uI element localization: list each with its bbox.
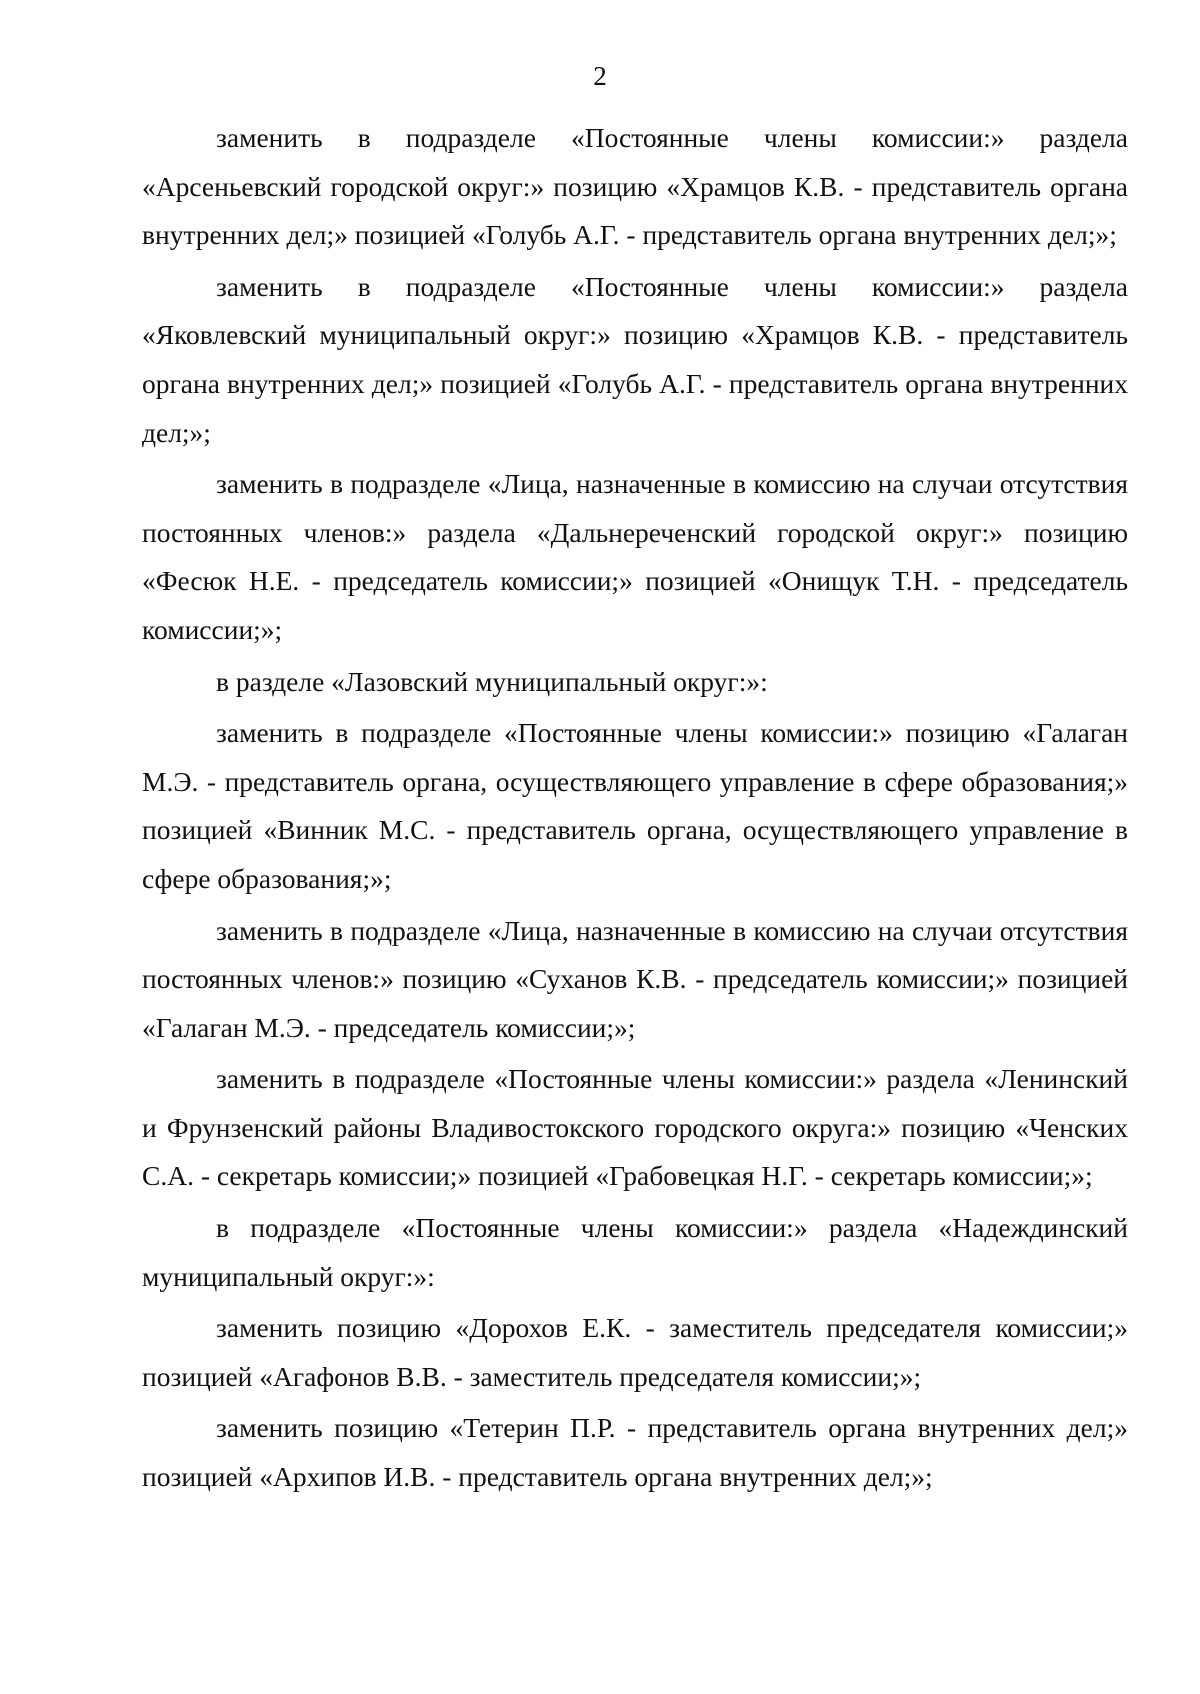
paragraph-nadezhdinsky-section: в подразделе «Постоянные члены комиссии:» раздела «Надеждинский муниципальный округ:»:	[142, 1212, 1128, 1292]
paragraph-lazovsky-section: в разделе «Лазовский муниципальный округ:»:	[216, 665, 768, 697]
page-number: 2	[593, 61, 607, 91]
paragraph-yakovlevsky-okrug: заменить в подразделе «Постоянные члены комиссии:» раздела «Яковлевский муниципальный округ:» позицию «Храмцов К.В. - представитель органа внутренних дел;» позицией «Голубь А.Г. - представитель органа внутренних дел;»;	[142, 270, 1128, 448]
paragraph-lazovsky-substitute-members: заменить в подразделе «Лица, назначенные в комиссию на случаи отсутствия постоянных членов:» позицию «Суханов К.В. - председатель комиссии;» позицией «Галаган М.Э. - председатель комиссии;»;	[142, 914, 1128, 1043]
paragraph-nadezhdinsky-police-representative: заменить позицию «Тетерин П.Р. - представитель органа внутренних дел;» позицией «Архипов И.В. - представитель органа внутренних дел;»;	[142, 1412, 1128, 1493]
paragraph-arsenyevsky-okrug: заменить в подразделе «Постоянные члены комиссии:» раздела «Арсеньевский городской округ:» позицию «Храмцов К.В. - представитель органа внутренних дел;» позицией «Голубь А.Г. - представитель органа внутренних дел;»;	[142, 122, 1128, 251]
paragraph-nadezhdinsky-deputy-chair: заменить позицию «Дорохов Е.К. - заместитель председателя комиссии;» позицией «Агафонов В.В. - заместитель председателя комиссии;»;	[142, 1312, 1128, 1392]
paragraph-leninsky-frunzensky-districts: заменить в подразделе «Постоянные члены комиссии:» раздела «Ленинский и Фрунзенский районы Владивостокского городского округа:» позицию «Ченских С.А. - секретарь комиссии;» позицией «Грабовецкая Н.Г. - секретарь комиссии;»;	[142, 1063, 1128, 1192]
paragraph-dalnerechensky-okrug: заменить в подразделе «Лица, назначенные в комиссию на случаи отсутствия постоянных членов:» раздела «Дальнереченский городской округ:» позицию «Фесюк Н.Е. - председатель комиссии;» позицией «Онищук Т.Н. - председатель комиссии;»;	[142, 468, 1128, 645]
paragraph-lazovsky-permanent-members: заменить в подразделе «Постоянные члены комиссии:» позицию «Галаган М.Э. - представитель органа, осуществляющего управление в сфере образования;» позицией «Винник М.С. - представитель органа, осуществляющего управление в сфере образования;»;	[142, 717, 1128, 894]
document-body	[142, 114, 1128, 1505]
